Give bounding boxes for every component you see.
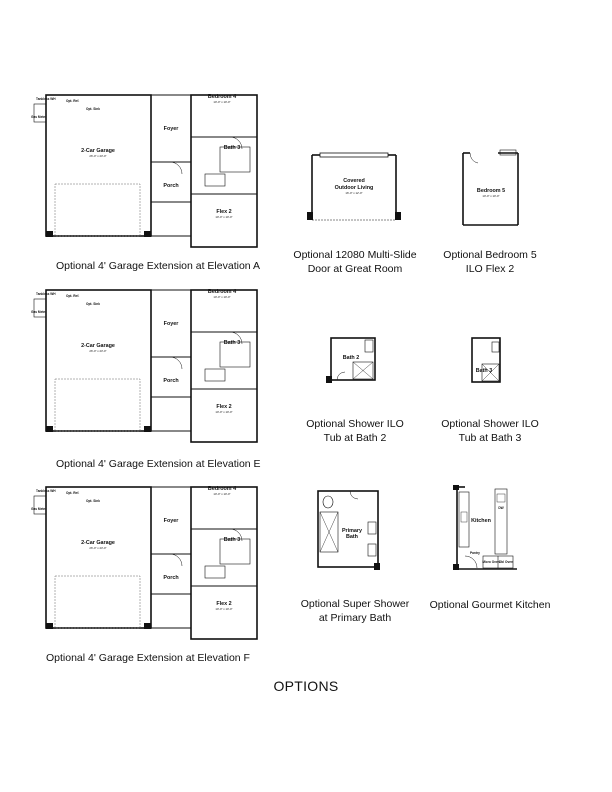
garage-label: 2-Car Garage <box>81 148 115 154</box>
bath-label: Bath 3 <box>223 145 241 151</box>
caption-gourmet-kitchen: Optional Gourmet Kitchen <box>429 599 551 611</box>
caption-bedroom-5-line2: ILO Flex 2 <box>465 263 515 275</box>
flex-label: Flex 2 <box>216 209 232 215</box>
flex-dim: 10'-0" x 10'-0" <box>215 607 233 611</box>
caption-shower-bath-2-line2: Tub at Bath 2 <box>323 432 387 444</box>
garage-plan-elevation-a <box>30 92 265 250</box>
opt-sink-label: Opt. Sink <box>86 302 100 306</box>
garage-label: 2-Car Garage <box>81 343 115 349</box>
super-shower-plan <box>312 486 386 572</box>
multi-slide-door-plan <box>300 150 410 230</box>
shower-bath-2-plan <box>325 334 385 386</box>
opt-sink-label: Opt. Sink <box>86 107 100 111</box>
bath-label: Bath 3 <box>223 537 241 543</box>
caption-multi-slide <box>290 248 420 276</box>
bath-label: Bath 3 <box>223 340 241 346</box>
caption-bedroom-5 <box>430 248 550 276</box>
gas-meter-label: Gas Meter <box>31 115 47 119</box>
caption-super-shower <box>290 597 420 625</box>
flex-dim: 10'-0" x 10'-0" <box>215 410 233 414</box>
bedroom-dim: 10'-0" x 10'-0" <box>213 295 231 299</box>
gas-meter-label: Gas Meter <box>31 310 47 314</box>
foyer-label: Foyer <box>163 126 179 132</box>
bedroom-5-plan <box>458 145 528 230</box>
flex-dim: 10'-0" x 10'-0" <box>215 215 233 219</box>
bedroom-dim: 10'-0" x 10'-0" <box>213 100 231 104</box>
outdoor-living-line2: Outdoor Living <box>334 185 374 191</box>
dbl-oven-label: Dbl Oven <box>499 560 513 564</box>
kitchen-label: Kitchen <box>471 518 491 524</box>
bedroom-label: Bedroom 4 <box>207 94 237 100</box>
bedroom-dim: 10'-0" x 10'-0" <box>213 492 231 496</box>
garage-dim: 26'-0" x 23'-0" <box>89 154 107 158</box>
flex-label: Flex 2 <box>216 601 232 607</box>
garage-dim: 26'-0" x 23'-0" <box>89 349 107 353</box>
caption-shower-bath-3-line2: Tub at Bath 3 <box>458 432 522 444</box>
bedroom-label: Bedroom 4 <box>207 486 237 492</box>
caption-super-shower-line1: Optional Super Shower <box>300 598 410 610</box>
flex-label: Flex 2 <box>216 404 232 410</box>
caption-shower-bath-2 <box>290 417 420 445</box>
pantry-label: Pantry <box>470 551 480 555</box>
garage-plan-elevation-f <box>30 484 265 642</box>
gas-meter-label: Gas Meter <box>31 507 47 511</box>
porch-label: Porch <box>163 183 179 189</box>
opt-ref-label: Opt. Ref. <box>66 99 80 103</box>
dw-label: DW <box>498 506 504 510</box>
caption-elevation-e: Optional 4' Garage Extension at Elevation E <box>56 458 261 470</box>
caption-elevation-f: Optional 4' Garage Extension at Elevation F <box>46 652 250 664</box>
primary-bath-line2: Bath <box>346 534 358 540</box>
tankless-label: Tankless WH <box>36 97 56 101</box>
outdoor-living-line1: Covered <box>343 178 365 184</box>
outdoor-living-dim: 16'-0" x 12'-0" <box>345 191 363 195</box>
micro-oven-label: Micro Oven <box>482 560 500 564</box>
garage-dim: 26'-0" x 23'-0" <box>89 546 107 550</box>
bath-3-label: Bath 3 <box>475 368 493 374</box>
opt-ref-label: Opt. Ref. <box>66 294 80 298</box>
garage-plan-elevation-e <box>30 287 265 445</box>
caption-shower-bath-2-line1: Optional Shower ILO <box>306 418 404 430</box>
foyer-label: Foyer <box>163 518 179 524</box>
caption-shower-bath-3 <box>425 417 555 445</box>
porch-label: Porch <box>163 575 179 581</box>
caption-shower-bath-3-line1: Optional Shower ILO <box>441 418 539 430</box>
caption-multi-slide-line1: Optional 12080 Multi-Slide <box>293 249 417 261</box>
caption-elevation-a: Optional 4' Garage Extension at Elevation A <box>56 260 260 272</box>
opt-sink-label: Opt. Sink <box>86 499 100 503</box>
porch-label: Porch <box>163 378 179 384</box>
bedroom-5-dim: 10'-0" x 10'-0" <box>482 194 500 198</box>
garage-label: 2-Car Garage <box>81 540 115 546</box>
bedroom-label: Bedroom 4 <box>207 289 237 295</box>
caption-multi-slide-line2: Door at Great Room <box>307 263 403 275</box>
caption-bedroom-5-line1: Optional Bedroom 5 <box>443 249 537 261</box>
caption-super-shower-line2: at Primary Bath <box>318 612 392 624</box>
page-title: OPTIONS <box>273 678 339 694</box>
gourmet-kitchen-plan <box>445 484 525 574</box>
tankless-label: Tankless WH <box>36 489 56 493</box>
bath-2-label: Bath 2 <box>342 355 360 361</box>
primary-bath-line1: Primary <box>341 528 363 534</box>
foyer-label: Foyer <box>163 321 179 327</box>
shower-bath-3-plan <box>464 334 514 386</box>
tankless-label: Tankless WH <box>36 292 56 296</box>
bedroom-5-label: Bedroom 5 <box>476 188 506 194</box>
opt-ref-label: Opt. Ref. <box>66 491 80 495</box>
